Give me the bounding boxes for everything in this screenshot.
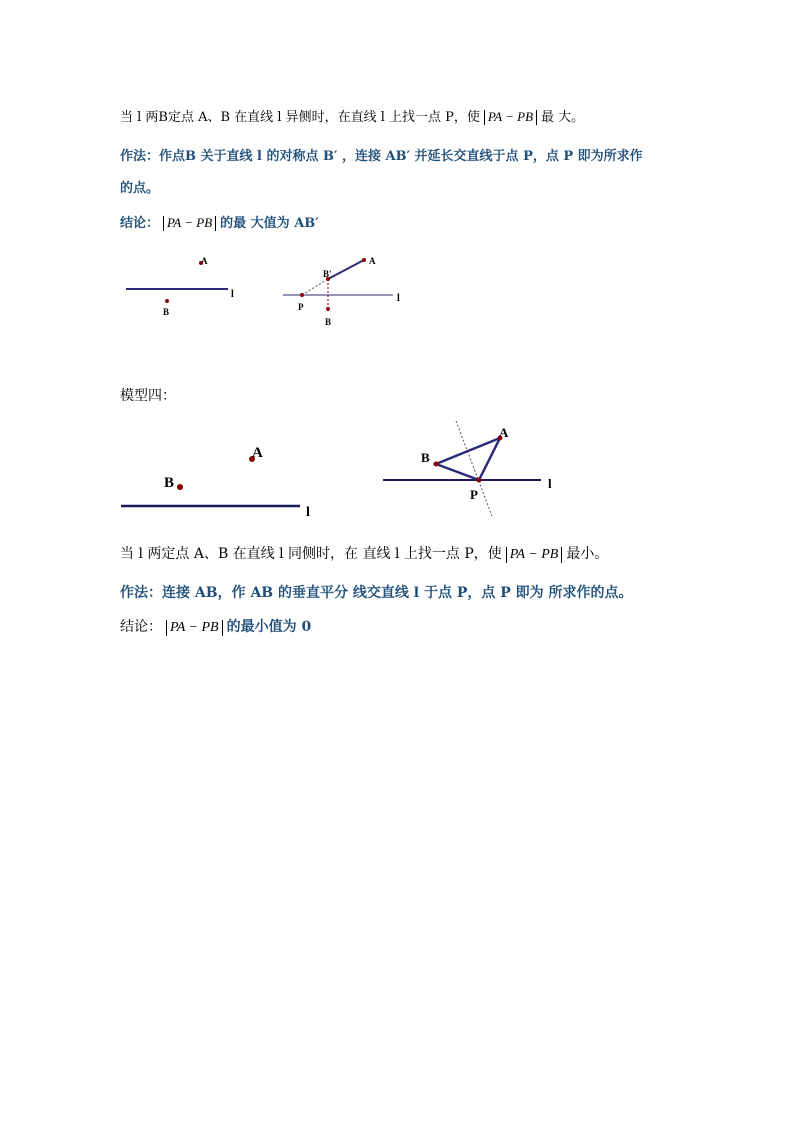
- section-title: 模型四：: [120, 388, 176, 404]
- method-text: 连接 AB，作 AB 的垂直平分 线交直线 l 于点 P，点 P 即为 所求作的点。: [162, 585, 633, 601]
- point-b: [434, 462, 439, 467]
- conclusion-text: 的最小值为 0: [226, 619, 312, 635]
- method-2: [120, 582, 633, 602]
- abs-expression: PA − PB: [506, 547, 563, 563]
- label-b: B: [325, 317, 332, 327]
- method-text-cont: 的点。: [120, 181, 160, 196]
- conclusion-label: 结论：: [120, 619, 162, 635]
- label-l: l: [548, 476, 552, 491]
- problem-text-start: 当 l 两B定点 A、B 在直线 l 异侧时，在直线 l 上找一点 P，使: [120, 110, 480, 125]
- abs-expression: PA − PB: [484, 110, 537, 125]
- abs-expression: PA − PB: [166, 620, 223, 636]
- problem-text-end: 最小。: [566, 546, 609, 562]
- conclusion-label: 结论：: [120, 216, 160, 231]
- label-b-prime: B': [323, 269, 332, 279]
- problem-text-start: 当 l 两定点 A、B 在直线 l 同侧时，在 直线 l 上找一点 P，使: [120, 546, 502, 562]
- label-l: l: [397, 293, 400, 304]
- point-b: [177, 484, 183, 490]
- label-a: A: [499, 425, 509, 440]
- label-p: P: [470, 487, 478, 502]
- conclusion-2: [120, 616, 311, 636]
- label-l: l: [231, 289, 234, 300]
- label-a: A: [201, 256, 208, 266]
- label-b: B: [164, 475, 175, 491]
- label-a: A: [369, 256, 376, 266]
- label-b: B: [421, 450, 430, 465]
- problem-text-end: 最 大。: [541, 110, 585, 125]
- label-a: A: [252, 445, 263, 461]
- problem-statement-2: [120, 543, 608, 563]
- triangle-abp: [436, 438, 500, 480]
- method-text: 作点B 关于直线 l 的对称点 B′ ，连接 AB′ 并延长交直线于点 P，点 P 即为所求作: [159, 149, 643, 164]
- point-p: [477, 478, 482, 483]
- method-label: 作法：: [120, 585, 162, 601]
- label-l: l: [306, 505, 310, 520]
- abs-expression: PA − PB: [163, 216, 216, 231]
- conclusion-text: 的最 大值为 AB′: [220, 216, 319, 231]
- method-label: 作法：: [120, 149, 160, 164]
- label-p: P: [298, 302, 304, 312]
- label-b: B: [163, 307, 170, 317]
